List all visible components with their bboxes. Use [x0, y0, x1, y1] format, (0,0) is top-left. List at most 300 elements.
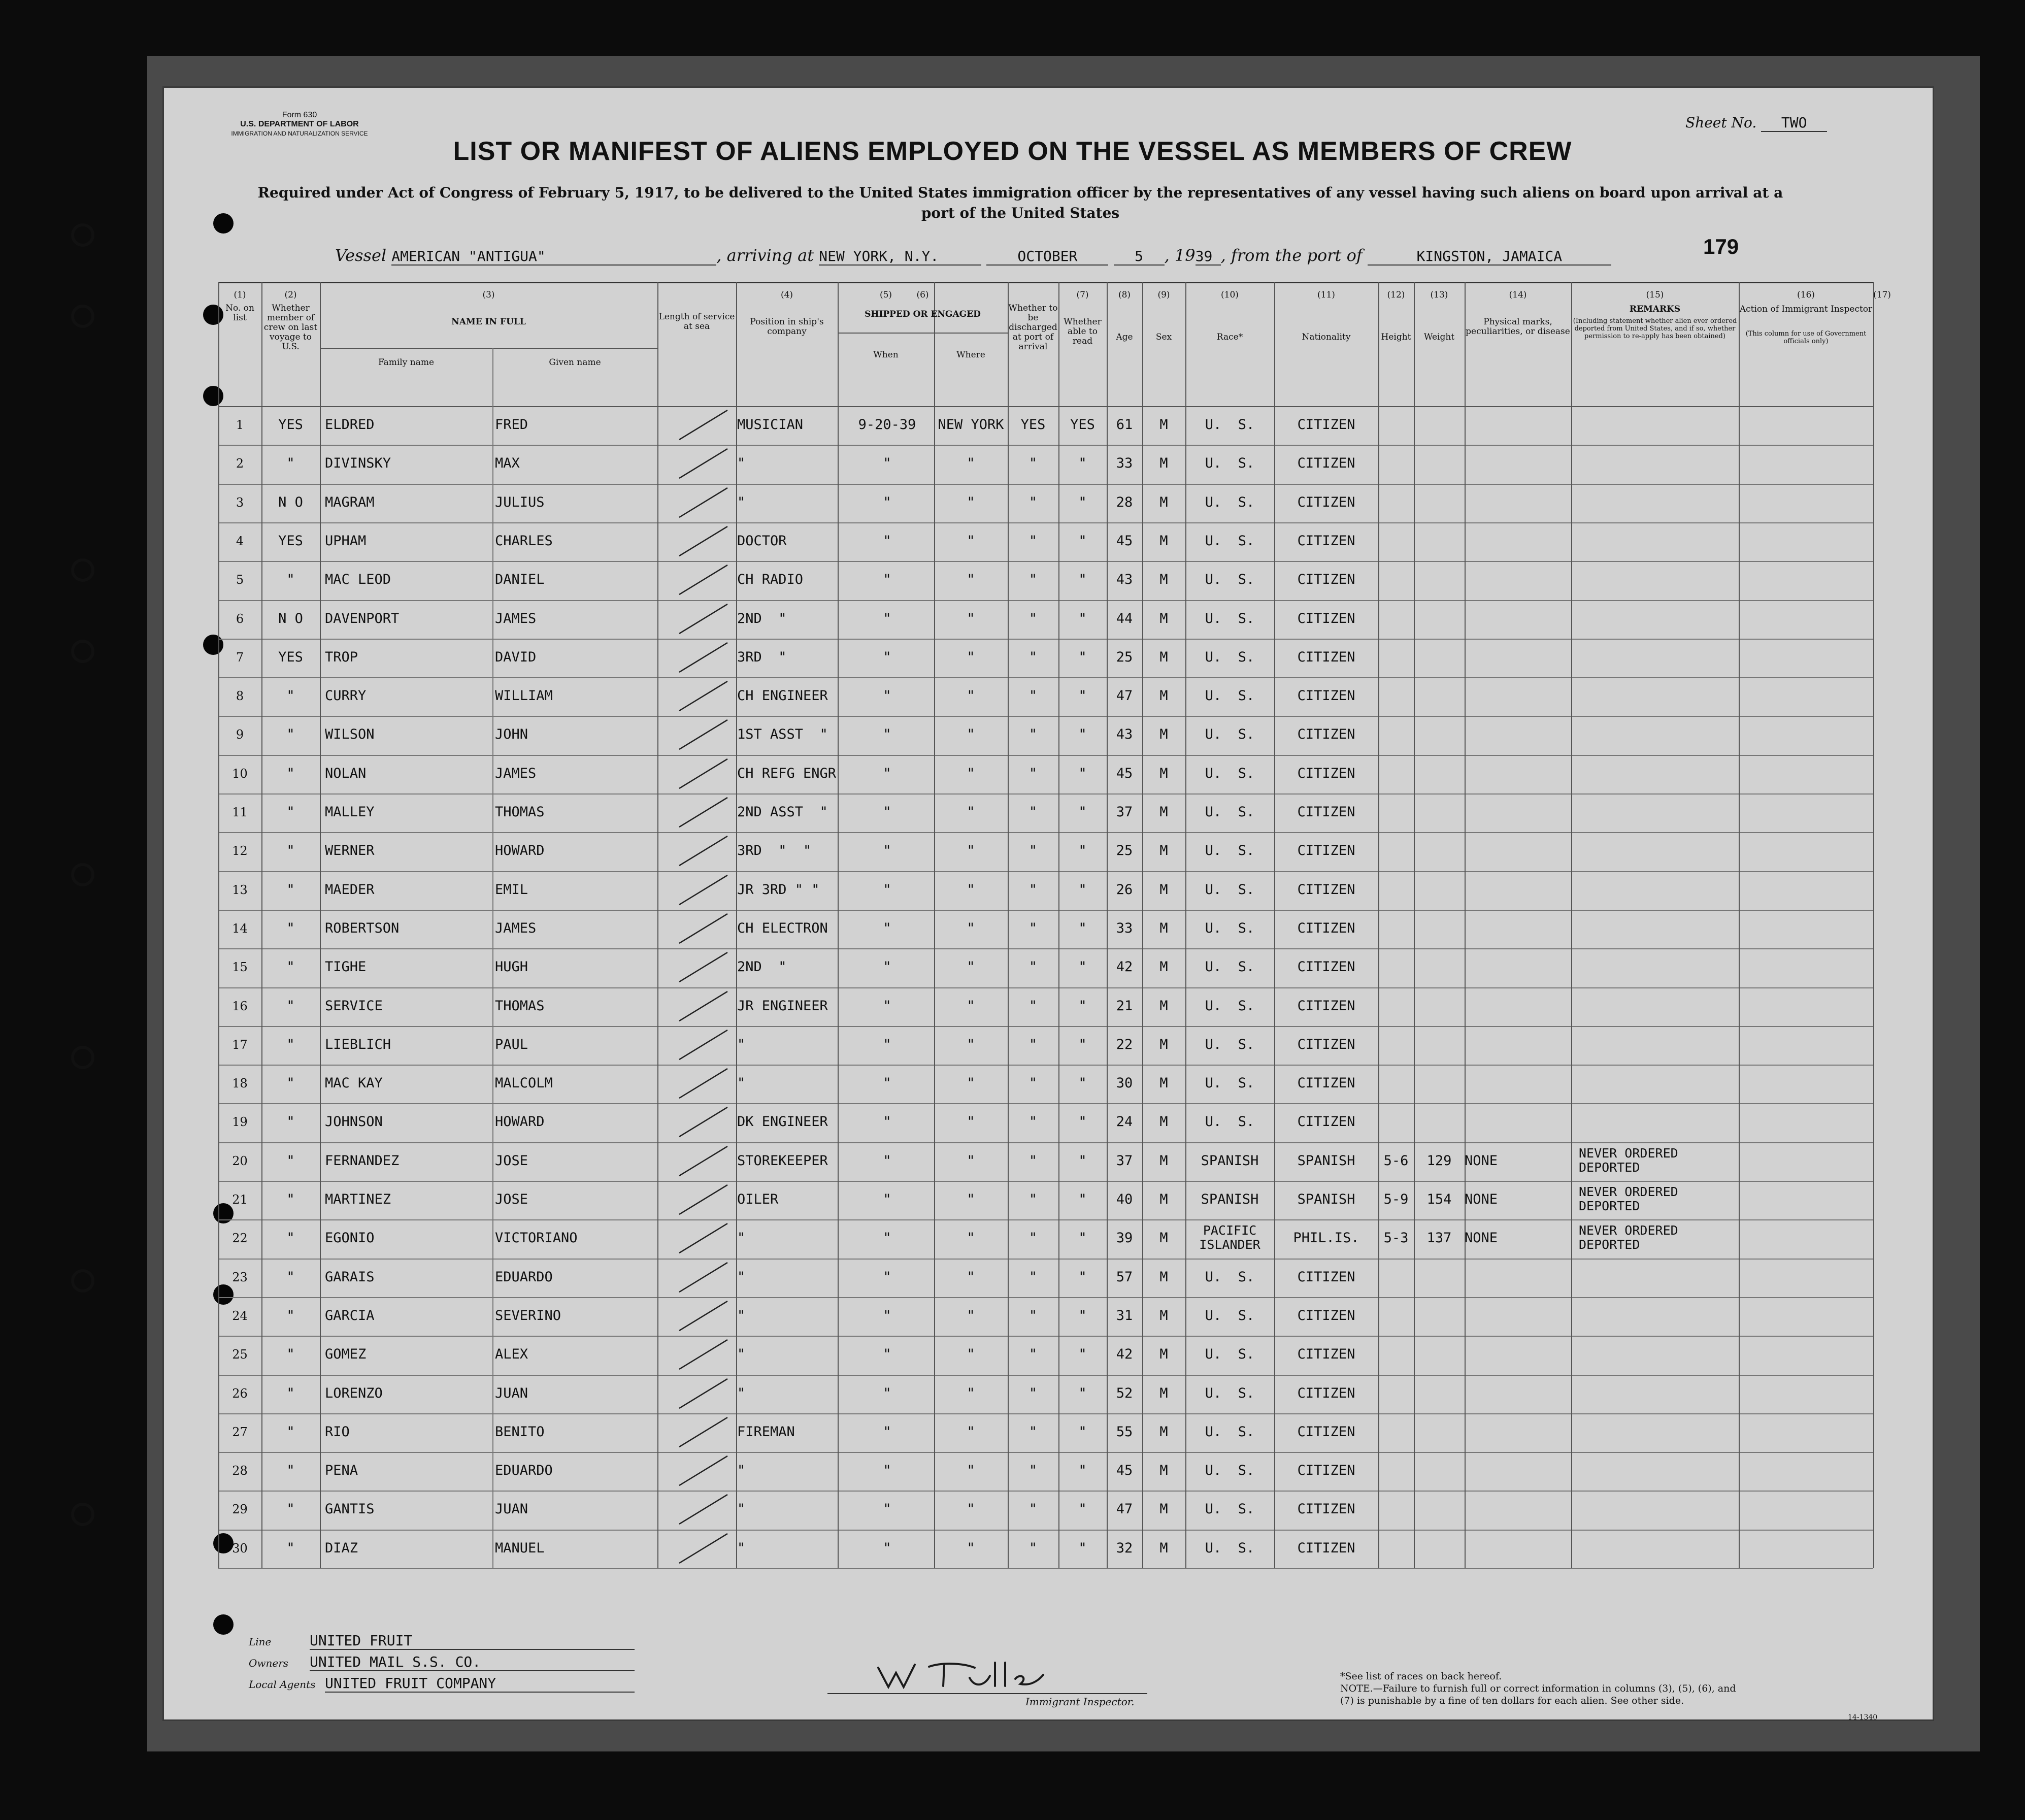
- cell-no: 5: [236, 573, 244, 587]
- cell-nationality: CITIZEN: [1297, 533, 1355, 549]
- cell-given: FRED: [495, 417, 528, 433]
- cell-sex: M: [1159, 804, 1168, 820]
- column-number: (9): [1157, 290, 1170, 300]
- arrival-month: OCTOBER: [986, 248, 1108, 266]
- cell-given: DAVID: [495, 649, 537, 665]
- cell-nationality: CITIZEN: [1297, 688, 1355, 704]
- cell-remarks: NEVER ORDERED DEPORTED: [1579, 1145, 1678, 1175]
- cell-no: 10: [232, 766, 248, 781]
- vessel-name: AMERICAN "ANTIGUA": [391, 248, 716, 266]
- cell-read: ": [1078, 533, 1087, 549]
- cell-discharged: ": [1028, 494, 1038, 510]
- column-number: (16): [1797, 290, 1815, 300]
- cell-last: ": [286, 765, 295, 781]
- cell-nationality: CITIZEN: [1297, 1501, 1355, 1517]
- cell-no: 1: [236, 418, 244, 432]
- cell-position: OILER: [737, 1192, 779, 1207]
- cell-given: HOWARD: [495, 843, 545, 859]
- cell-sex: M: [1159, 1307, 1168, 1323]
- cell-family: MARTINEZ: [325, 1192, 391, 1207]
- cell-family: ELDRED: [325, 417, 375, 433]
- cell-discharged: ": [1028, 920, 1038, 936]
- name-subheader-rule: [320, 348, 657, 349]
- cell-last: ": [286, 959, 295, 975]
- punch-hole: [213, 1284, 234, 1305]
- cell-discharged: ": [1028, 1307, 1038, 1323]
- cell-sex: M: [1159, 1152, 1168, 1169]
- cell-where: ": [967, 688, 975, 704]
- cell-nationality: CITIZEN: [1297, 1307, 1355, 1323]
- cell-given: JOSE: [495, 1192, 528, 1207]
- cell-given: SEVERINO: [495, 1307, 561, 1323]
- row-rule: [218, 1375, 1873, 1376]
- cell-race: U. S.: [1205, 1540, 1255, 1556]
- cell-age: 31: [1116, 1307, 1133, 1323]
- cell-when: ": [883, 765, 891, 781]
- cell-race: U. S.: [1205, 1424, 1255, 1440]
- cell-no: 20: [232, 1153, 248, 1168]
- cell-where: ": [967, 804, 975, 820]
- cell-position: ": [737, 1463, 746, 1479]
- cell-family: MAEDER: [325, 881, 375, 898]
- binder-ring: [71, 305, 94, 328]
- column-number: (1): [234, 290, 246, 300]
- cell-read: ": [1078, 572, 1087, 588]
- cell-age: 24: [1116, 1114, 1133, 1130]
- cell-discharged: ": [1028, 1269, 1038, 1285]
- cell-sex: M: [1159, 610, 1168, 626]
- col-last-voyage-header: Whether member of crew on last voyage to U.S.: [263, 303, 318, 352]
- cell-marks: NONE: [1465, 1152, 1498, 1169]
- cell-last: YES: [278, 649, 303, 665]
- service-tick-mark: [659, 1065, 735, 1103]
- col-age-header: Age: [1116, 332, 1133, 342]
- cell-given: HUGH: [495, 959, 528, 975]
- cell-read: YES: [1070, 417, 1095, 433]
- cell-family: WILSON: [325, 726, 375, 743]
- cell-no: 17: [232, 1037, 248, 1052]
- cell-sex: M: [1159, 959, 1168, 975]
- cell-nationality: CITIZEN: [1297, 417, 1355, 433]
- cell-no: 27: [232, 1425, 248, 1439]
- cell-read: ": [1078, 1501, 1087, 1517]
- cell-nationality: SPANISH: [1297, 1192, 1355, 1207]
- cell-sex: M: [1159, 1424, 1168, 1440]
- service-tick-mark: [659, 445, 735, 483]
- cell-where: ": [967, 610, 975, 626]
- cell-family: UPHAM: [325, 533, 367, 549]
- cell-where: ": [967, 494, 975, 510]
- column-rule: [838, 282, 839, 1568]
- cell-read: ": [1078, 1346, 1087, 1363]
- cell-where: ": [967, 881, 975, 898]
- cell-read: ": [1078, 610, 1087, 626]
- cell-last: ": [286, 726, 295, 743]
- cell-last: N O: [278, 494, 303, 510]
- cell-last: ": [286, 1346, 295, 1363]
- row-rule: [218, 793, 1873, 795]
- cell-sex: M: [1159, 1501, 1168, 1517]
- signature-scribble: [868, 1652, 1071, 1693]
- arrival-day: 5: [1114, 248, 1165, 266]
- cell-discharged: ": [1028, 610, 1038, 626]
- sheet-number: TWO: [1761, 114, 1827, 132]
- cell-race: U. S.: [1205, 959, 1255, 975]
- column-number: (11): [1317, 290, 1335, 300]
- cell-read: ": [1078, 1463, 1087, 1479]
- cell-where: ": [967, 649, 975, 665]
- cell-no: 23: [232, 1270, 248, 1284]
- service-tick-mark: [659, 639, 735, 677]
- cell-family: DIAZ: [325, 1540, 358, 1556]
- cell-race: U. S.: [1205, 881, 1255, 898]
- service-tick-mark: [659, 1103, 735, 1142]
- cell-when: ": [883, 998, 891, 1014]
- cell-age: 40: [1116, 1192, 1133, 1207]
- from-label: , from the port of: [1220, 246, 1363, 265]
- cell-when: ": [883, 1152, 891, 1169]
- footer-notes: [1340, 1670, 1736, 1707]
- row-rule: [218, 561, 1873, 562]
- column-rule: [657, 282, 658, 1568]
- vessel-label: Vessel: [335, 246, 387, 265]
- cell-where: ": [967, 1424, 975, 1440]
- cell-no: 29: [232, 1502, 248, 1517]
- cell-nationality: CITIZEN: [1297, 959, 1355, 975]
- cell-position: 2ND ": [737, 610, 787, 626]
- cell-no: 6: [236, 611, 244, 626]
- cell-when: ": [883, 1346, 891, 1363]
- service-tick-mark: [659, 987, 735, 1026]
- cell-family: LIEBLICH: [325, 1036, 391, 1052]
- cell-no: 21: [232, 1193, 248, 1207]
- cell-position: CH RADIO: [737, 572, 804, 588]
- cell-family: LORENZO: [325, 1385, 383, 1401]
- cell-marks: NONE: [1465, 1192, 1498, 1207]
- cell-age: 42: [1116, 1346, 1133, 1363]
- cell-read: ": [1078, 1424, 1087, 1440]
- vessel-line: Vessel AMERICAN "ANTIGUA" , arriving at NEW YORK, N.Y. OCTOBER 5 , 1939 , from the port of KINGSTON, JAMAICA: [335, 246, 1858, 266]
- page-title: LIST OR MANIFEST OF ALIENS EMPLOYED ON THE VESSEL AS MEMBERS OF CREW: [453, 137, 1572, 166]
- cell-race: U. S.: [1205, 1307, 1255, 1323]
- row-rule: [218, 1568, 1873, 1569]
- cell-age: 42: [1116, 959, 1133, 975]
- cell-given: MALCOLM: [495, 1075, 553, 1091]
- cell-where: ": [967, 1346, 975, 1363]
- cell-nationality: CITIZEN: [1297, 1114, 1355, 1130]
- cell-position: ": [737, 1540, 746, 1556]
- cell-age: 45: [1116, 765, 1133, 781]
- binder-ring: [71, 223, 94, 247]
- cell-race: PACIFIC ISLANDER: [1199, 1223, 1260, 1252]
- cell-age: 37: [1116, 1152, 1133, 1169]
- cell-when: ": [883, 1192, 891, 1207]
- col-service-header: Length of service at sea: [658, 312, 735, 332]
- row-rule: [218, 445, 1873, 446]
- cell-when: ": [883, 726, 891, 743]
- cell-race: U. S.: [1205, 843, 1255, 859]
- cell-last: N O: [278, 610, 303, 626]
- cell-sex: M: [1159, 1075, 1168, 1091]
- cell-age: 32: [1116, 1540, 1133, 1556]
- cell-no: 2: [236, 456, 244, 471]
- cell-nationality: CITIZEN: [1297, 649, 1355, 665]
- cell-position: 3RD " ": [737, 843, 812, 859]
- cell-when: ": [883, 1114, 891, 1130]
- cell-discharged: ": [1028, 998, 1038, 1014]
- cell-discharged: ": [1028, 1114, 1038, 1130]
- cell-nationality: CITIZEN: [1297, 765, 1355, 781]
- punch-hole: [203, 386, 223, 406]
- cell-sex: M: [1159, 1463, 1168, 1479]
- service-tick-mark: [659, 1413, 735, 1452]
- form-agency-block: [223, 111, 376, 138]
- cell-no: 4: [236, 534, 244, 548]
- cell-weight: 154: [1426, 1192, 1452, 1207]
- cell-age: 52: [1116, 1385, 1133, 1401]
- cell-race: U. S.: [1205, 1346, 1255, 1363]
- cell-race: U. S.: [1205, 998, 1255, 1014]
- cell-given: PAUL: [495, 1036, 528, 1052]
- cell-age: 55: [1116, 1424, 1133, 1440]
- cell-nationality: CITIZEN: [1297, 1075, 1355, 1091]
- cell-race: U. S.: [1205, 417, 1255, 433]
- cell-race: U. S.: [1205, 455, 1255, 472]
- cell-race: U. S.: [1205, 1501, 1255, 1517]
- cell-sex: M: [1159, 417, 1168, 433]
- cell-read: ": [1078, 920, 1087, 936]
- cell-when: ": [883, 572, 891, 588]
- service-tick-mark: [659, 1336, 735, 1374]
- cell-sex: M: [1159, 494, 1168, 510]
- cell-read: ": [1078, 843, 1087, 859]
- cell-family: NOLAN: [325, 765, 367, 781]
- row-rule: [218, 1065, 1873, 1066]
- cell-age: 45: [1116, 1463, 1133, 1479]
- cell-sex: M: [1159, 920, 1168, 936]
- cell-position: ": [737, 1385, 746, 1401]
- row-rule: [218, 948, 1873, 949]
- row-rule: [218, 1026, 1873, 1027]
- cell-last: ": [286, 1114, 295, 1130]
- cell-age: 39: [1116, 1230, 1133, 1246]
- cell-position: DK ENGINEER: [737, 1114, 828, 1130]
- cell-read: ": [1078, 1385, 1087, 1401]
- column-number: (6): [916, 290, 929, 300]
- cell-given: DANIEL: [495, 572, 545, 588]
- cell-given: THOMAS: [495, 998, 545, 1014]
- column-rule: [1873, 282, 1874, 1568]
- column-number: (5): [879, 290, 892, 300]
- shipped-split-rule: [934, 333, 935, 406]
- cell-when: 9-20-39: [858, 417, 916, 433]
- cell-last: ": [286, 1075, 295, 1091]
- col-action-note: (This column for use of Government officials only): [1745, 330, 1867, 345]
- row-rule: [218, 484, 1873, 485]
- row-rule: [218, 522, 1873, 523]
- cell-family: CURRY: [325, 688, 367, 704]
- cell-age: 61: [1116, 417, 1133, 433]
- cell-given: JAMES: [495, 765, 537, 781]
- cell-position: JR ENGINEER: [737, 998, 828, 1014]
- cell-read: ": [1078, 494, 1087, 510]
- binder-ring: [71, 1503, 94, 1526]
- cell-read: ": [1078, 1192, 1087, 1207]
- cell-given: CHARLES: [495, 533, 553, 549]
- cell-sex: M: [1159, 1346, 1168, 1363]
- column-rule: [320, 282, 321, 1568]
- service-tick-mark: [659, 1297, 735, 1336]
- cell-position: CH ELECTRON: [737, 920, 828, 936]
- cell-no: 25: [232, 1347, 248, 1362]
- cell-discharged: ": [1028, 688, 1038, 704]
- cell-discharged: YES: [1020, 417, 1046, 433]
- cell-family: ROBERTSON: [325, 920, 400, 936]
- cell-read: ": [1078, 998, 1087, 1014]
- column-rule: [1378, 282, 1379, 1568]
- cell-given: JOHN: [495, 726, 528, 743]
- cell-nationality: CITIZEN: [1297, 1346, 1355, 1363]
- cell-age: 47: [1116, 1501, 1133, 1517]
- column-number: (2): [284, 290, 297, 300]
- service-tick-mark: [659, 948, 735, 987]
- service-tick-mark: [659, 871, 735, 910]
- cell-when: ": [883, 1385, 891, 1401]
- col-where-header: Where: [956, 350, 985, 360]
- cell-family: JOHNSON: [325, 1114, 383, 1130]
- cell-discharged: ": [1028, 1540, 1038, 1556]
- cell-no: 13: [232, 882, 248, 897]
- cell-family: PENA: [325, 1463, 358, 1479]
- row-rule: [218, 1336, 1873, 1337]
- cell-given: JOSE: [495, 1152, 528, 1169]
- cell-when: ": [883, 1075, 891, 1091]
- cell-race: SPANISH: [1201, 1192, 1259, 1207]
- cell-age: 43: [1116, 726, 1133, 743]
- penalty-note: NOTE.—Failure to furnish full or correct information in columns (3), (5), (6), and (7) is punishable by a fine of ten dollars for each alien. See other side.: [1340, 1683, 1736, 1706]
- row-rule: [218, 987, 1873, 988]
- service-tick-mark: [659, 561, 735, 600]
- cell-nationality: CITIZEN: [1297, 843, 1355, 859]
- col-race-header: Race*: [1216, 332, 1243, 342]
- cell-nationality: CITIZEN: [1297, 881, 1355, 898]
- cell-where: ": [967, 572, 975, 588]
- cell-nationality: CITIZEN: [1297, 1424, 1355, 1440]
- cell-when: ": [883, 1307, 891, 1323]
- footer-line-block: [249, 1632, 706, 1696]
- cell-read: ": [1078, 455, 1087, 472]
- service-tick-mark: [659, 1219, 735, 1258]
- col-nationality-header: Nationality: [1302, 332, 1351, 342]
- cell-discharged: ": [1028, 455, 1038, 472]
- form-number: Form 630: [282, 111, 317, 119]
- sheet-label: Sheet No.: [1685, 114, 1757, 131]
- service-tick-mark: [659, 755, 735, 793]
- cell-discharged: ": [1028, 1230, 1038, 1246]
- cell-race: U. S.: [1205, 1269, 1255, 1285]
- cell-nationality: CITIZEN: [1297, 494, 1355, 510]
- col-weight-header: Weight: [1423, 332, 1455, 342]
- cell-sex: M: [1159, 533, 1168, 549]
- cell-nationality: CITIZEN: [1297, 455, 1355, 472]
- cell-family: TROP: [325, 649, 358, 665]
- cell-last: ": [286, 804, 295, 820]
- cell-position: ": [737, 455, 746, 472]
- cell-where: ": [967, 1540, 975, 1556]
- row-rule: [218, 1297, 1873, 1298]
- cell-when: ": [883, 455, 891, 472]
- cell-position: ": [737, 1036, 746, 1052]
- cell-family: MAGRAM: [325, 494, 375, 510]
- cell-sex: M: [1159, 1230, 1168, 1246]
- cell-no: 12: [232, 844, 248, 858]
- cell-read: ": [1078, 1269, 1087, 1285]
- col-given-name-header: Given name: [549, 357, 601, 368]
- cell-race: U. S.: [1205, 688, 1255, 704]
- cell-when: ": [883, 843, 891, 859]
- cell-last: ": [286, 688, 295, 704]
- cell-no: 7: [236, 650, 244, 665]
- cell-race: U. S.: [1205, 1385, 1255, 1401]
- cell-last: ": [286, 1501, 295, 1517]
- row-rule: [218, 600, 1873, 601]
- cell-where: ": [967, 1152, 975, 1169]
- cell-age: 30: [1116, 1075, 1133, 1091]
- cell-no: 15: [232, 960, 248, 975]
- cell-discharged: ": [1028, 1192, 1038, 1207]
- cell-age: 43: [1116, 572, 1133, 588]
- service-tick-mark: [659, 716, 735, 754]
- row-rule: [218, 1142, 1873, 1143]
- cell-discharged: ": [1028, 1463, 1038, 1479]
- cell-when: ": [883, 1230, 891, 1246]
- service-tick-mark: [659, 1491, 735, 1529]
- cell-when: ": [883, 610, 891, 626]
- cell-nationality: CITIZEN: [1297, 610, 1355, 626]
- col-remarks-note: (Including statement whether alien ever ordered deported from United States, and if so, whether permission to re-apply has been obtained): [1573, 317, 1737, 340]
- cell-weight: 129: [1426, 1152, 1452, 1169]
- cell-when: ": [883, 1424, 891, 1440]
- cell-last: ": [286, 1424, 295, 1440]
- cell-no: 26: [232, 1386, 248, 1401]
- cell-given: VICTORIANO: [495, 1230, 578, 1246]
- cell-position: ": [737, 1269, 746, 1285]
- cell-no: 22: [232, 1231, 248, 1246]
- cell-where: ": [967, 1114, 975, 1130]
- row-rule: [218, 1259, 1873, 1260]
- page-number: 179: [1703, 235, 1739, 258]
- cell-age: 44: [1116, 610, 1133, 626]
- cell-position: 1ST ASST ": [737, 726, 828, 743]
- cell-when: ": [883, 1269, 891, 1285]
- punch-hole: [213, 1614, 234, 1635]
- cell-when: ": [883, 1463, 891, 1479]
- cell-where: ": [967, 1269, 975, 1285]
- cell-age: 45: [1116, 533, 1133, 549]
- cell-read: ": [1078, 765, 1087, 781]
- cell-where: ": [967, 998, 975, 1014]
- cell-position: ": [737, 1346, 746, 1363]
- column-number: (8): [1118, 290, 1131, 300]
- cell-position: STOREKEEPER: [737, 1152, 828, 1169]
- cell-age: 26: [1116, 881, 1133, 898]
- row-rule: [218, 677, 1873, 678]
- service-tick-mark: [659, 1181, 735, 1219]
- agents-label: Local Agents: [249, 1678, 316, 1691]
- cell-sex: M: [1159, 649, 1168, 665]
- cell-when: ": [883, 688, 891, 704]
- cell-family: GANTIS: [325, 1501, 375, 1517]
